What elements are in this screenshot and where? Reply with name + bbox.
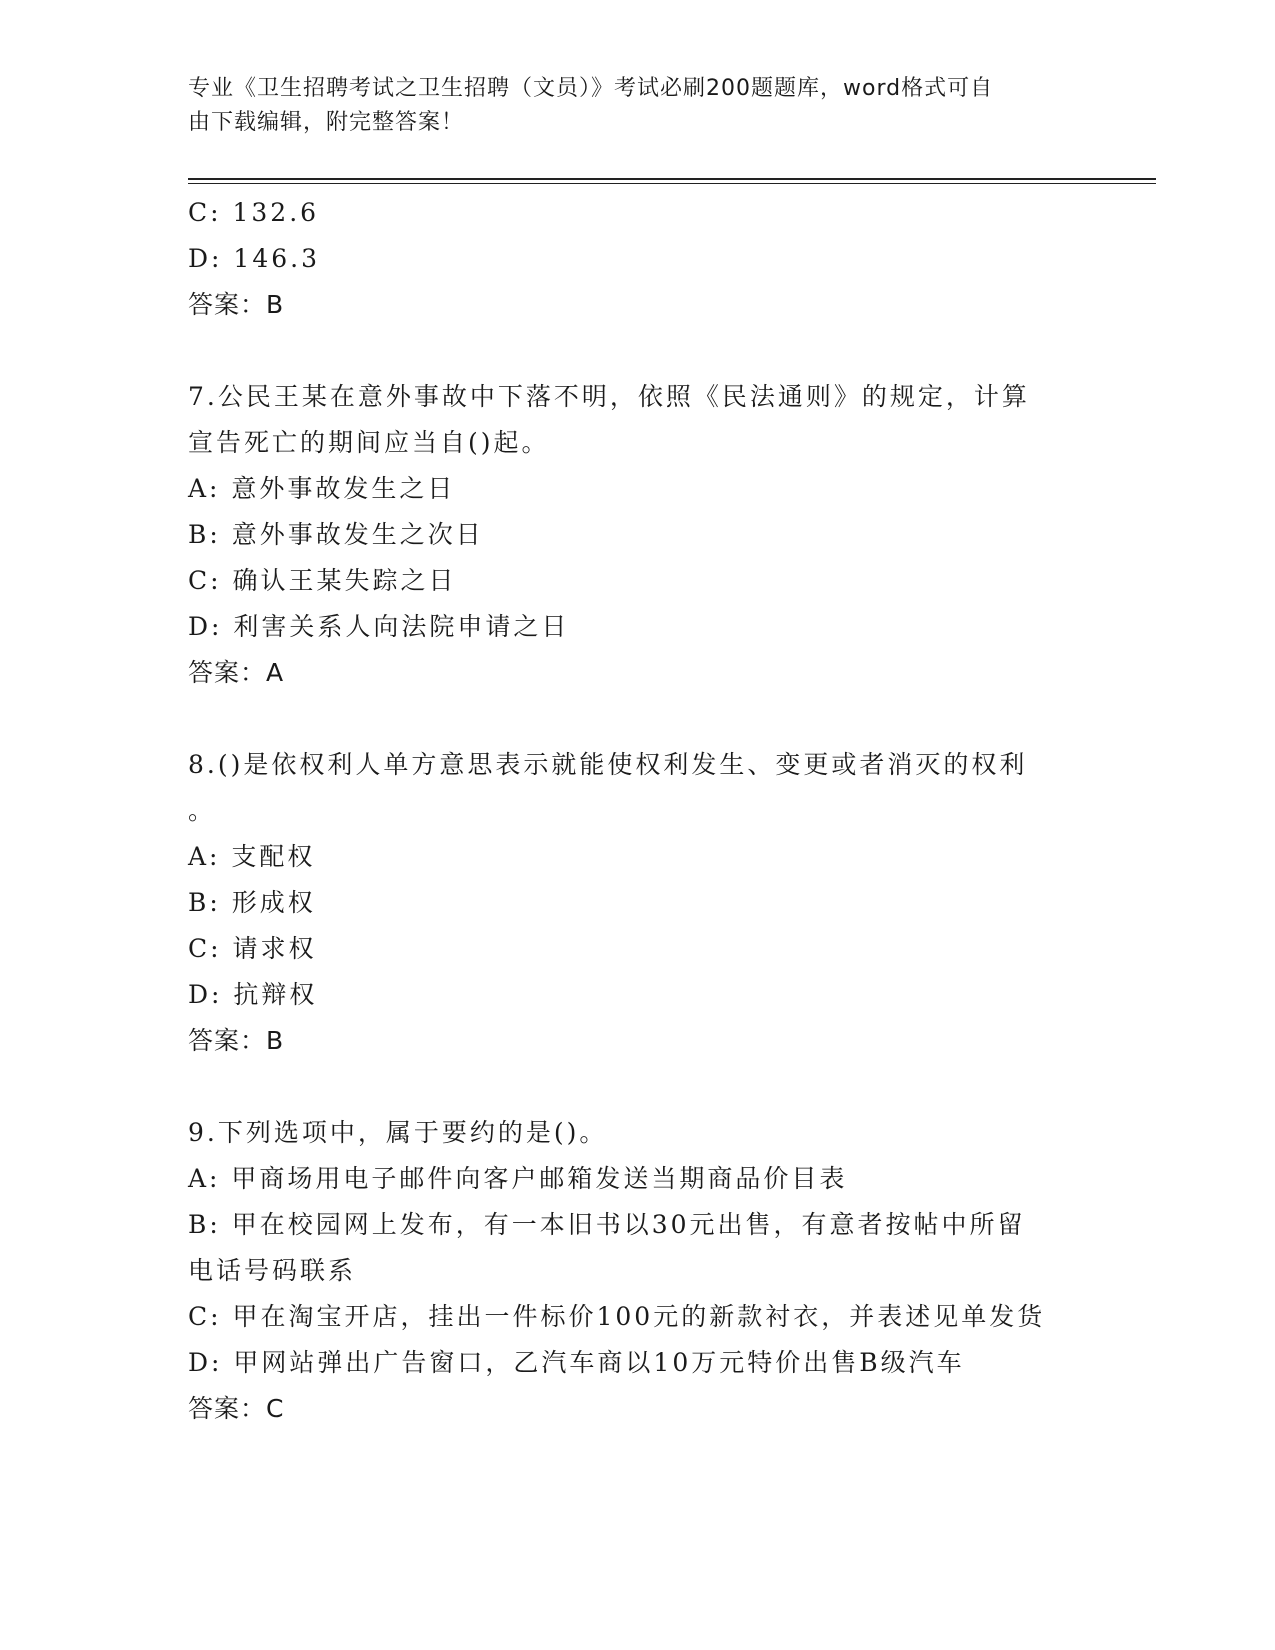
- question-text: 7.公民王某在意外事故中下落不明，依照《民法通则》的规定，计算: [188, 382, 1030, 411]
- question-text: 宣告死亡的期间应当自()起。: [188, 428, 550, 457]
- header-divider: [188, 178, 1156, 180]
- option: C: 132.6: [188, 198, 320, 227]
- question-text: 。: [188, 796, 217, 825]
- answer: 答案：B: [188, 290, 285, 319]
- option: C: 确认王某失踪之日: [188, 566, 457, 595]
- option: B: 形成权: [188, 888, 316, 917]
- header-line: 专业《卫生招聘考试之卫生招聘（文员）》考试必刷200题题库，word格式可自: [188, 76, 994, 101]
- answer: 答案：B: [188, 1026, 285, 1055]
- option: B: 甲在校园网上发布，有一本旧书以30元出售，有意者按帖中所留: [188, 1210, 1026, 1239]
- question-text: 9.下列选项中，属于要约的是()。: [188, 1118, 608, 1147]
- header-line: 由下载编辑，附完整答案！: [188, 110, 465, 135]
- option: D: 利害关系人向法院申请之日: [188, 612, 570, 641]
- option: C: 请求权: [188, 934, 317, 963]
- question-text: 8.()是依权利人单方意思表示就能使权利发生、变更或者消灭的权利: [188, 750, 1028, 779]
- question-block-7: [188, 374, 1088, 696]
- document-header: [188, 72, 1068, 140]
- option: B: 意外事故发生之次日: [188, 520, 484, 549]
- option: D: 146.3: [188, 244, 320, 273]
- option: A: 甲商场用电子邮件向客户邮箱发送当期商品价目表: [188, 1164, 848, 1193]
- answer: 答案：C: [188, 1394, 285, 1423]
- option: A: 支配权: [188, 842, 316, 871]
- answer: 答案：A: [188, 658, 285, 687]
- header-divider-thin: [188, 183, 1156, 184]
- question-list: [188, 190, 1088, 1432]
- option: A: 意外事故发生之日: [188, 474, 456, 503]
- option-continuation: 电话号码联系: [188, 1256, 357, 1285]
- question-block-previous: [188, 190, 1088, 328]
- question-block-9: [188, 1110, 1088, 1432]
- option: D: 甲网站弹出广告窗口，乙汽车商以10万元特价出售B级汽车: [188, 1348, 965, 1377]
- option: D: 抗辩权: [188, 980, 318, 1009]
- question-block-8: [188, 742, 1088, 1064]
- option: C: 甲在淘宝开店，挂出一件标价100元的新款衬衣，并表述见单发货: [188, 1302, 1046, 1331]
